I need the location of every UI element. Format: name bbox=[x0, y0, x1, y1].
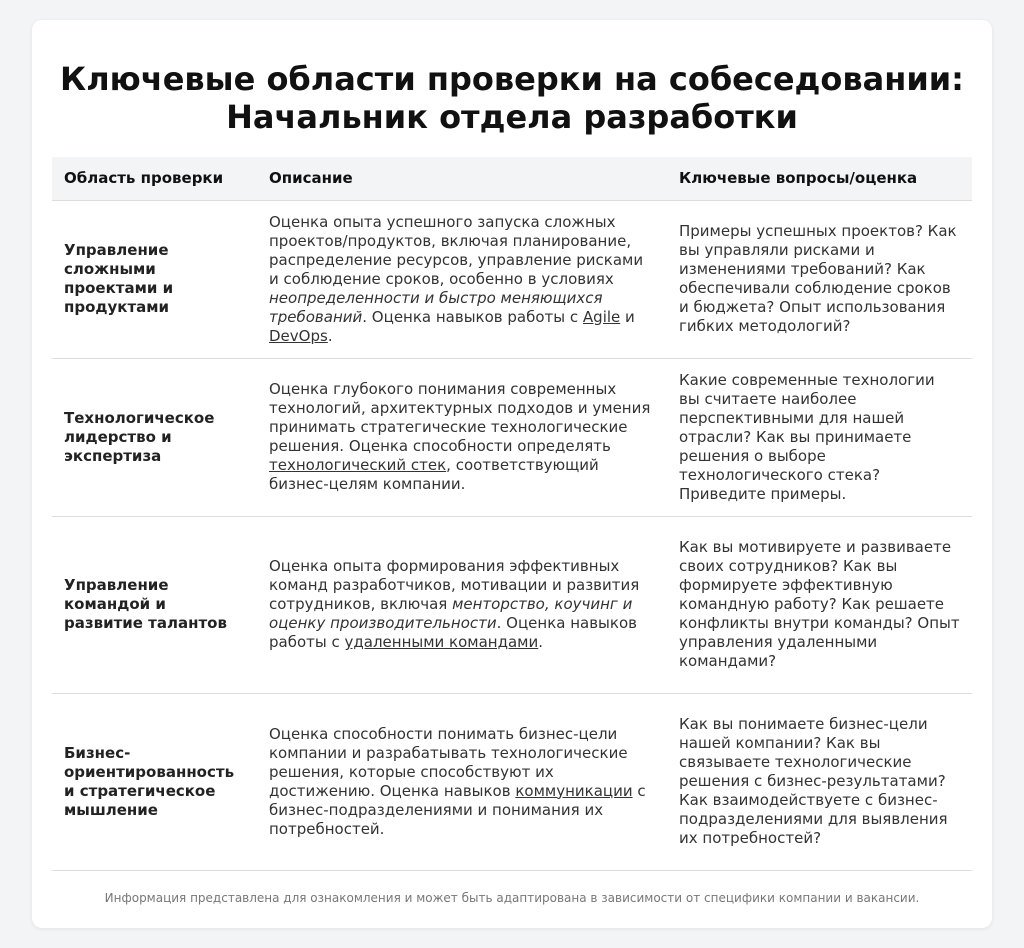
description-cell bbox=[257, 200, 667, 358]
communication-link[interactable]: коммуникации bbox=[515, 781, 633, 800]
footer-note: Информация представлена для ознакомления и может быть адаптирована в зависимости от специфики компании и вакансии. bbox=[104, 891, 920, 905]
table-row bbox=[52, 516, 972, 693]
description-text: . Оценка навыков работы с bbox=[269, 614, 637, 651]
area-cell: Технологическое лидерство и экспертиза bbox=[52, 358, 257, 516]
questions-cell: Как вы понимаете бизнес-цели нашей компании? Как вы связываете технологические решения с бизнес-результатами? Как взаимодействуете с бизнес-подразделениями для выявления их потребностей? bbox=[667, 693, 972, 870]
devops-link[interactable]: DevOps bbox=[269, 326, 328, 345]
interview-areas-table bbox=[52, 157, 972, 871]
description-cell bbox=[257, 693, 667, 870]
content-card bbox=[32, 20, 992, 928]
description-text: и bbox=[620, 307, 635, 326]
questions-cell: Как вы мотивируете и развиваете своих сотрудников? Как вы формируете эффективную командную работу? Как решаете конфликты внутри команды? Опыт управления удаленными командами? bbox=[667, 516, 972, 693]
description-text: с бизнес-подразделениями и понимания их потребностей. bbox=[269, 781, 646, 838]
header-questions: Ключевые вопросы/оценка bbox=[667, 157, 972, 200]
description-cell bbox=[257, 516, 667, 693]
description-text: . bbox=[327, 326, 333, 345]
area-cell: Управление командой и развитие талантов bbox=[52, 516, 257, 693]
description-text: Оценка опыта формирования эффективных команд разработчиков, мотивации и развития сотрудников, включая bbox=[269, 557, 640, 613]
header-area: Область проверки bbox=[52, 157, 257, 200]
description-emphasis: неопределенности и быстро меняющихся требований bbox=[269, 288, 603, 326]
remote-teams-link[interactable]: удаленными командами bbox=[344, 633, 539, 651]
description-text: . bbox=[538, 633, 544, 651]
table-row bbox=[52, 200, 972, 358]
table-header-row bbox=[52, 157, 972, 200]
questions-cell: Какие современные технологии вы считаете наиболее перспективными для нашей отрасли? Как вы принимаете решения о выборе технологического стека? Приведите примеры. bbox=[667, 358, 972, 516]
area-cell: Управление сложными проектами и продуктами bbox=[52, 200, 257, 358]
page-title bbox=[32, 60, 992, 136]
description-emphasis: менторство, коучинг и оценку производительности bbox=[269, 595, 633, 632]
page-title-line-1: Ключевые области проверки на собеседовании: bbox=[60, 60, 964, 98]
description-text: Оценка опыта успешного запуска сложных проектов/продуктов, включая планирование, распределение ресурсов, управление рисками и соблюдение сроков, особенно в условиях bbox=[269, 212, 644, 288]
table-row bbox=[52, 693, 972, 870]
tech-stack-link[interactable]: технологический стек bbox=[269, 456, 447, 474]
table-row bbox=[52, 358, 972, 516]
page-title-line-2: Начальник отдела разработки bbox=[226, 98, 798, 136]
agile-link[interactable]: Agile bbox=[582, 307, 621, 326]
questions-cell: Примеры успешных проектов? Как вы управляли рисками и изменениями требований? Как обеспечивали соблюдение сроков и бюджета? Опыт использования гибких методологий? bbox=[667, 200, 972, 358]
description-text: Оценка глубокого понимания современных технологий, архитектурных подходов и умения принимать стратегические технологические решения. Оценка способности определять bbox=[269, 380, 651, 455]
description-text: . Оценка навыков работы с bbox=[362, 307, 583, 326]
description-text: , соответствующий бизнес-целям компании. bbox=[269, 456, 599, 493]
description-cell bbox=[257, 358, 667, 516]
description-text: Оценка способности понимать бизнес-цели компании и разрабатывать технологические решения, которые способствуют их достижению. Оценка навыков bbox=[269, 724, 628, 800]
header-description: Описание bbox=[257, 157, 667, 200]
area-cell: Бизнес-ориентированность и стратегическое мышление bbox=[52, 693, 257, 870]
